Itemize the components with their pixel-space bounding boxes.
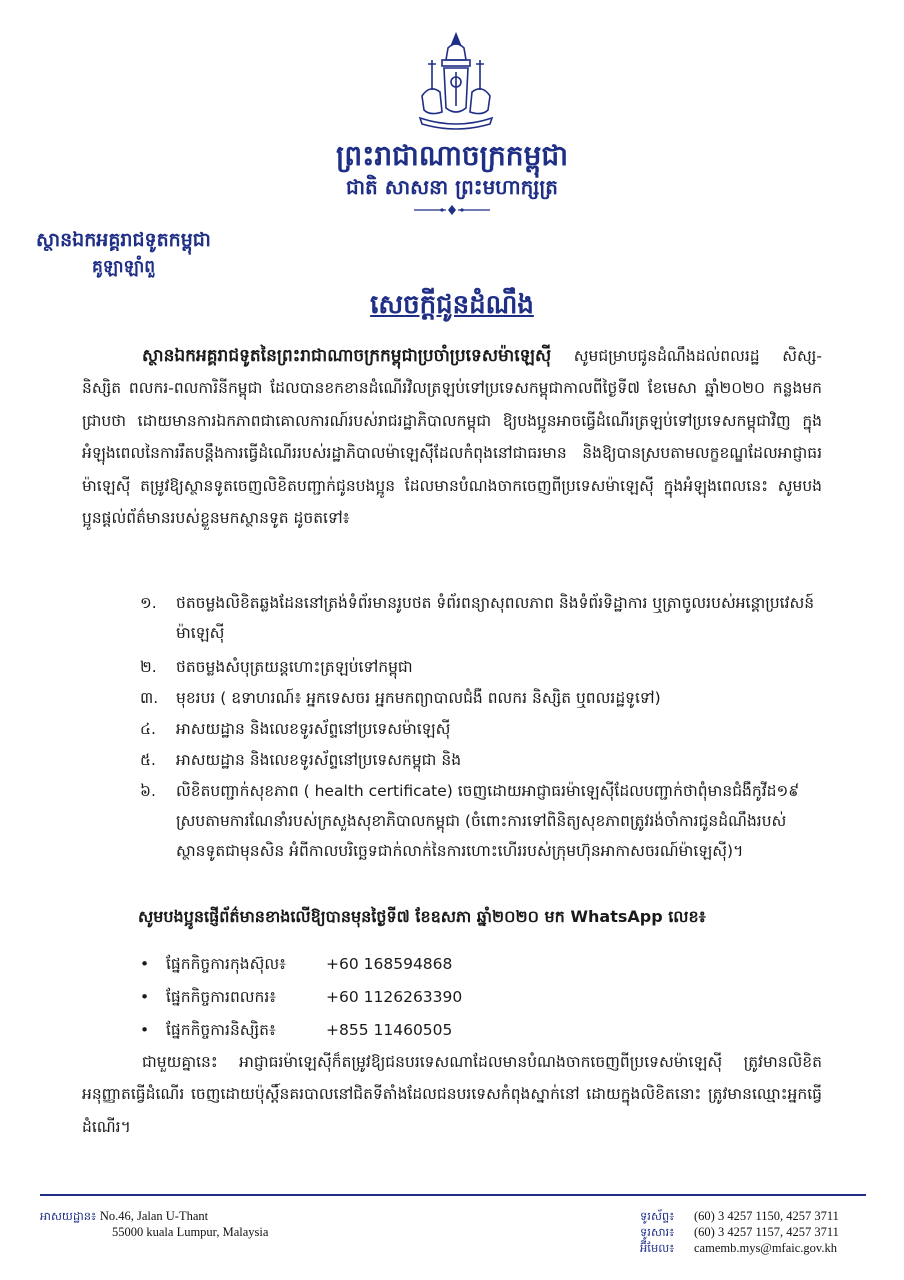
fax-label: ទូរសារ៖ <box>640 1225 675 1239</box>
address-label: អាសយដ្ឋាន៖ <box>40 1209 97 1223</box>
motto-header: ជាតិ សាសនា ព្រះមហាក្សត្រ <box>346 175 558 199</box>
phone-label: ទូរស័ព្ទ៖ <box>640 1209 675 1223</box>
list-item: ៤. អាសយដ្ឋាន និងលេខទូរស័ព្ទនៅប្រទេសម៉ាឡេស៊ី <box>140 720 451 738</box>
bullet-icon: • <box>140 988 150 1006</box>
ornament-divider-icon <box>412 204 492 216</box>
closing-paragraph: ជាមួយគ្នានេះ អាជ្ញាធរម៉ាឡេស៊ីក៏តម្រូវឱ្យជនបរទេសណាដែលមានបំណងចាកចេញពីប្រទេសម៉ាឡេស៊ី ត្រូវមានលិខិតអនុញ្ញាតធ្វើដំណើរ ចេញដោយប៉ុស្តិ៍នគរបាលនៅជិតទីតាំងដែលជនបរទេសកំពុងស្នាក់នៅ ដោយក្នុងលិខិតនោះ ត្រូវមានឈ្មោះអ្នកធ្វើដំណើរ។ <box>82 1053 822 1136</box>
intro-paragraph <box>82 340 822 534</box>
bullet-icon: • <box>140 1021 150 1039</box>
kingdom-header: ព្រះរាជាណាចក្រកម្ពុជា <box>335 139 568 172</box>
contact-phone: +855 11460505 <box>326 1021 453 1039</box>
bullet-icon: • <box>140 955 150 973</box>
footer-contacts <box>640 1208 839 1256</box>
embassy-city: គូឡាឡាំពួ <box>92 257 156 277</box>
contact-item: • ផ្នែកកិច្ចការកុងស៊ុល៖ +60 168594868 <box>140 948 462 981</box>
contact-item: • ផ្នែកកិច្ចការពលករ៖ +60 1126263390 <box>140 981 462 1014</box>
footer-divider <box>40 1194 866 1196</box>
requirements-list <box>140 588 830 866</box>
contact-phone: +60 1126263390 <box>326 988 463 1006</box>
email-label: អ៊ីមែល៖ <box>640 1241 675 1255</box>
fax-value: (60) 3 4257 1157, 4257 3711 <box>694 1225 839 1239</box>
address-line1: No.46, Jalan U-Thant <box>99 1209 209 1223</box>
list-item: ១. ថតចម្លងលិខិតឆ្លងដែននៅត្រង់ទំព័រមានរូបថត ទំព័រពន្យាសុពលភាព និងទំព័រទិដ្ឋាការ ឬត្រាចូលរបស់អន្តោប្រវេសន៍ម៉ាឡេស៊ី <box>140 594 815 642</box>
contact-phone: +60 168594868 <box>326 955 453 973</box>
intro-text: សូមជម្រាបជូនដំណឹងដល់ពលរដ្ឋ សិស្ស-និស្សិត ពលករ-ពលការិនីកម្ពុជា ដែលបានខកខានដំណើរវិលត្រឡប់ទៅប្រទេសកម្ពុជាកាលពីថ្ងៃទី៧ ខែមេសា ឆ្នាំ២០២០ កន្លងមកជ្រាបថា ដោយមានការឯកភាពជាគោលការណ៍របស់រាជរដ្ឋាភិបាលកម្ពុជា ឱ្យបងប្អូនអាចធ្វើដំណើរត្រឡប់ទៅប្រទេសកម្ពុជាវិញ ក្នុងអំឡុងពេលនៃការរឹតបន្តឹងការធ្វើដំណើររបស់រដ្ឋាភិបាលម៉ាឡេស៊ីដែលកំពុងនៅជាធរមាន និងឱ្យបានស្របតាមលក្ខខណ្ឌដែលអាជ្ញាធរម៉ាឡេស៊ី តម្រូវឱ្យស្ថានទូតចេញលិខិតបញ្ជាក់ជូនបងប្អូន ដែលមានបំណងចាកចេញពីប្រទេសម៉ាឡេស៊ី ក្នុងអំឡុងពេលនេះ សូមបងប្អូនផ្ដល់ព័ត៌មានរបស់ខ្លួនមកស្ថានទូត ដូចតទៅ៖ <box>82 347 822 528</box>
email-link[interactable]: camemb.mys@mfaic.gov.kh <box>694 1241 837 1255</box>
royal-coat-of-arms-icon <box>412 30 500 134</box>
list-item: ២. ថតចម្លងសំបុត្រយន្តហោះត្រឡប់ទៅកម្ពុជា <box>140 658 413 676</box>
list-item: ៥. អាសយដ្ឋាន និងលេខទូរស័ព្ទនៅប្រទេសកម្ពុជា និង <box>140 751 462 769</box>
contact-item: • ផ្នែកកិច្ចការនិស្សិត៖ +855 11460505 <box>140 1014 462 1047</box>
list-item: ៣. មុខរបរ ( ឧទាហរណ៍៖ អ្នកទេសចរ អ្នកមកព្យាបាលជំងឺ ពលករ និស្សិត ឬពលរដ្ឋទូទៅ) <box>140 689 661 707</box>
address-line2: 55000 kuala Lumpur, Malaysia <box>112 1225 269 1239</box>
list-item: ៦. លិខិតបញ្ជាក់សុខភាព ( health certificate) ចេញដោយអាជ្ញាធរម៉ាឡេស៊ីដែលបញ្ជាក់ថាពុំមានជំងឺកូវីដ១៩ ស្របតាមការណែនាំរបស់ក្រសួងសុខាភិបាលកម្ពុជា (ចំពោះការទៅពិនិត្យសុខភាពត្រូវរង់ចាំការជូនដំណឹងរបស់ស្ថានទូតជាមុនសិន អំពីកាលបរិច្ឆេទជាក់លាក់នៃការហោះហើររបស់ក្រុមហ៊ុនអាកាសចរណ៍ម៉ាឡេស៊ី)។ <box>140 782 800 860</box>
footer-address <box>40 1208 268 1240</box>
phone-value: (60) 3 4257 1150, 4257 3711 <box>694 1209 839 1223</box>
deadline-notice: សូមបងប្អូនផ្ញើព័ត៌មានខាងលើឱ្យបានមុនថ្ងៃទី៧ ខែឧសភា ឆ្នាំ២០២០ មក WhatsApp លេខ៖ <box>138 907 706 926</box>
intro-lead: ស្ថានឯកអគ្គរាជទូតនៃព្រះរាជាណាចក្រកម្ពុជាប្រចាំប្រទេសម៉ាឡេស៊ី <box>142 346 552 366</box>
notice-title: សេចក្ដីជូនដំណឹង <box>370 290 534 320</box>
embassy-name: ស្ថានឯកអគ្គរាជទូតកម្ពុជា <box>36 229 211 251</box>
contact-list <box>140 948 462 1047</box>
